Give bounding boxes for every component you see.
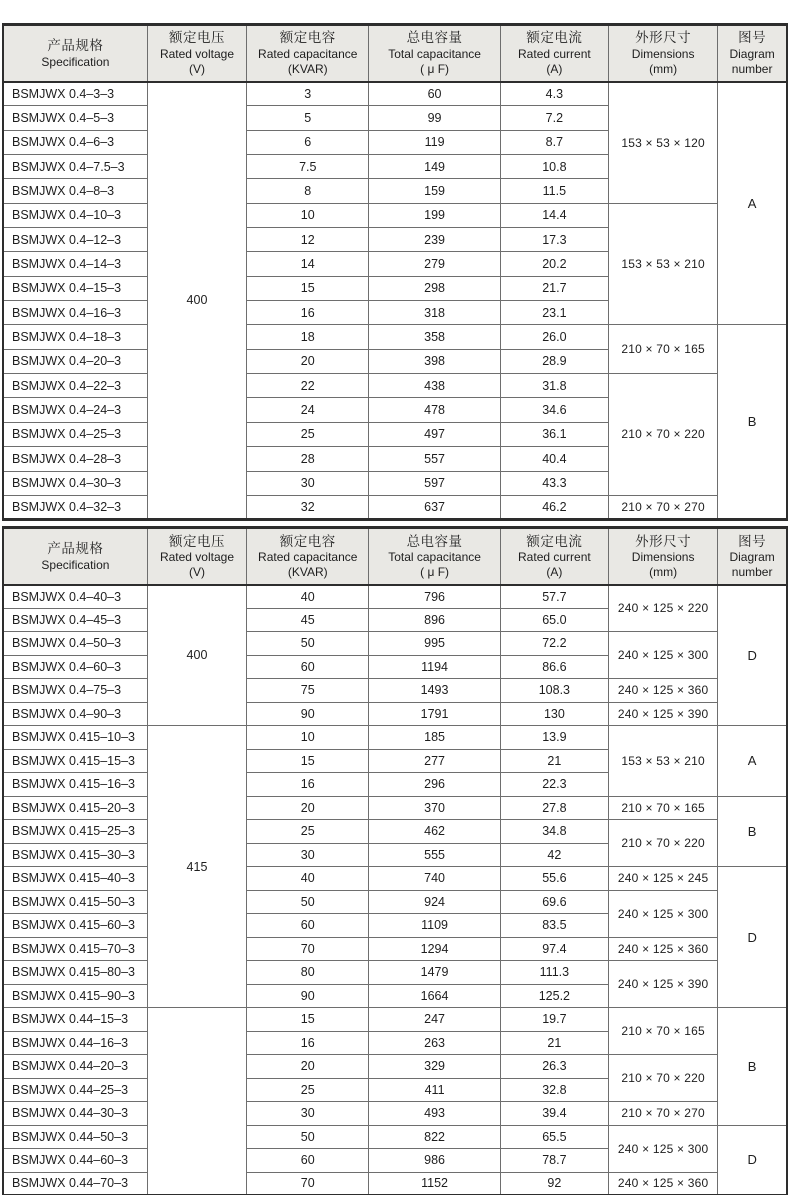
kvar-cell: 16: [247, 773, 369, 797]
kvar-cell: 10: [247, 203, 369, 227]
spec-cell: BSMJWX 0.415–80–3: [3, 961, 147, 985]
spec-cell: BSMJWX 0.44–16–3: [3, 1031, 147, 1055]
kvar-cell: 20: [247, 796, 369, 820]
table-row: [3, 82, 787, 106]
table-row: [3, 374, 787, 398]
header-label-unit: (V): [188, 62, 205, 77]
uf-cell: 995: [369, 632, 500, 656]
dimensions-cell: 210 × 70 × 165: [609, 796, 718, 820]
dimensions-cell: 240 × 125 × 300: [609, 890, 718, 937]
amp-cell: 72.2: [500, 632, 608, 656]
spec-cell: BSMJWX 0.4–3–3: [3, 82, 147, 106]
amp-cell: 111.3: [500, 961, 608, 985]
amp-cell: 39.4: [500, 1102, 608, 1126]
kvar-cell: 70: [247, 1172, 369, 1195]
spec-cell: BSMJWX 0.4–5–3: [3, 106, 147, 130]
amp-cell: 31.8: [500, 374, 608, 398]
amp-cell: 21.7: [500, 276, 608, 300]
uf-cell: 438: [369, 374, 500, 398]
kvar-cell: 25: [247, 820, 369, 844]
header-label-en: Rated voltage: [159, 550, 235, 565]
spec-cell: BSMJWX 0.415–20–3: [3, 796, 147, 820]
uf-cell: 99: [369, 106, 500, 130]
kvar-cell: 24: [247, 398, 369, 422]
amp-cell: 92: [500, 1172, 608, 1195]
header-label-unit: (A): [546, 565, 563, 580]
header-row: [3, 528, 787, 585]
amp-cell: 34.6: [500, 398, 608, 422]
header-label-zh: 图号: [738, 30, 767, 46]
diagram-cell: B: [718, 325, 787, 520]
uf-cell: 1109: [369, 914, 500, 938]
col-header-spec: [3, 25, 147, 82]
amp-cell: 28.9: [500, 349, 608, 373]
kvar-cell: 70: [247, 937, 369, 961]
col-header-total-capacitance: [369, 528, 500, 585]
kvar-cell: 16: [247, 1031, 369, 1055]
amp-cell: 19.7: [500, 1008, 608, 1032]
header-label-en: Dimensions: [631, 550, 695, 565]
dimensions-cell: 240 × 125 × 300: [609, 1125, 718, 1172]
kvar-cell: 30: [247, 843, 369, 867]
spec-cell: BSMJWX 0.4–30–3: [3, 471, 147, 495]
table-row: [3, 585, 787, 609]
amp-cell: 83.5: [500, 914, 608, 938]
spec-cell: BSMJWX 0.44–20–3: [3, 1055, 147, 1079]
uf-cell: 277: [369, 749, 500, 773]
dimensions-cell: 153 × 53 × 120: [609, 82, 718, 204]
header-label-en: Specification: [41, 557, 110, 572]
dimensions-cell: 210 × 70 × 270: [609, 1102, 718, 1126]
header-label-en: Rated current: [518, 550, 591, 565]
spec-cell: BSMJWX 0.415–10–3: [3, 726, 147, 750]
uf-cell: 1791: [369, 702, 500, 726]
spec-cell: BSMJWX 0.4–18–3: [3, 325, 147, 349]
kvar-cell: 90: [247, 984, 369, 1008]
header-label-zh: 总电容量: [406, 533, 463, 549]
table-row: [3, 961, 787, 985]
kvar-cell: 20: [247, 1055, 369, 1079]
uf-cell: 247: [369, 1008, 500, 1032]
amp-cell: 42: [500, 843, 608, 867]
kvar-cell: 50: [247, 890, 369, 914]
spec-cell: BSMJWX 0.4–75–3: [3, 679, 147, 703]
amp-cell: 8.7: [500, 130, 608, 154]
table-row: [3, 632, 787, 656]
kvar-cell: 5: [247, 106, 369, 130]
amp-cell: 69.6: [500, 890, 608, 914]
diagram-cell: A: [718, 726, 787, 797]
spec-cell: BSMJWX 0.4–32–3: [3, 495, 147, 519]
dimensions-cell: 210 × 70 × 165: [609, 325, 718, 374]
kvar-cell: 12: [247, 228, 369, 252]
uf-cell: 370: [369, 796, 500, 820]
header-label-zh: 产品规格: [47, 37, 104, 53]
uf-cell: 597: [369, 471, 500, 495]
kvar-cell: 28: [247, 447, 369, 471]
dimensions-cell: 210 × 70 × 165: [609, 1008, 718, 1055]
amp-cell: 57.7: [500, 585, 608, 609]
header-label-en: Dimensions: [631, 47, 695, 62]
diagram-cell: A: [718, 82, 787, 325]
amp-cell: 86.6: [500, 655, 608, 679]
uf-cell: 796: [369, 585, 500, 609]
uf-cell: 462: [369, 820, 500, 844]
table-row: [3, 325, 787, 349]
amp-cell: 65.0: [500, 608, 608, 632]
kvar-cell: 7.5: [247, 155, 369, 179]
spec-cell: BSMJWX 0.4–24–3: [3, 398, 147, 422]
kvar-cell: 10: [247, 726, 369, 750]
kvar-cell: 45: [247, 608, 369, 632]
table-body: [3, 82, 787, 520]
voltage-cell: 415: [147, 726, 246, 1008]
amp-cell: 43.3: [500, 471, 608, 495]
header-label-zh: 额定电流: [526, 30, 583, 46]
table-row: [3, 1008, 787, 1032]
spec-cell: BSMJWX 0.415–30–3: [3, 843, 147, 867]
amp-cell: 108.3: [500, 679, 608, 703]
spec-cell: BSMJWX 0.4–28–3: [3, 447, 147, 471]
dimensions-cell: 240 × 125 × 390: [609, 961, 718, 1008]
col-header-capacitance: [247, 528, 369, 585]
spec-cell: BSMJWX 0.4–10–3: [3, 203, 147, 227]
kvar-cell: 50: [247, 632, 369, 656]
header-label-zh: 总电容量: [406, 30, 463, 46]
table-row: [3, 820, 787, 844]
amp-cell: 130: [500, 702, 608, 726]
amp-cell: 7.2: [500, 106, 608, 130]
table-row: [3, 1055, 787, 1079]
spec-cell: BSMJWX 0.4–15–3: [3, 276, 147, 300]
kvar-cell: 20: [247, 349, 369, 373]
amp-cell: 17.3: [500, 228, 608, 252]
kvar-cell: 60: [247, 1149, 369, 1173]
kvar-cell: 22: [247, 374, 369, 398]
header-label-unit: (KVAR): [287, 565, 328, 580]
spec-cell: BSMJWX 0.415–40–3: [3, 867, 147, 891]
spec-cell: BSMJWX 0.4–50–3: [3, 632, 147, 656]
spec-cell: BSMJWX 0.4–60–3: [3, 655, 147, 679]
kvar-cell: 6: [247, 130, 369, 154]
header-label-en: Diagram: [729, 47, 775, 62]
kvar-cell: 90: [247, 702, 369, 726]
header-label-zh: 额定电容: [279, 533, 336, 549]
col-header-voltage: [147, 528, 246, 585]
spec-cell: BSMJWX 0.4–90–3: [3, 702, 147, 726]
kvar-cell: 8: [247, 179, 369, 203]
uf-cell: 1194: [369, 655, 500, 679]
col-header-dimensions: [609, 25, 718, 82]
header-label-en: Specification: [41, 54, 110, 69]
amp-cell: 40.4: [500, 447, 608, 471]
voltage-cell: [147, 1008, 246, 1195]
uf-cell: 239: [369, 228, 500, 252]
spec-cell: BSMJWX 0.44–50–3: [3, 1125, 147, 1149]
col-header-dimensions: [609, 528, 718, 585]
amp-cell: 34.8: [500, 820, 608, 844]
uf-cell: 986: [369, 1149, 500, 1173]
uf-cell: 298: [369, 276, 500, 300]
col-header-current: [500, 25, 608, 82]
header-label-en: Rated capacitance: [258, 550, 358, 565]
kvar-cell: 14: [247, 252, 369, 276]
dimensions-cell: 210 × 70 × 220: [609, 820, 718, 867]
amp-cell: 10.8: [500, 155, 608, 179]
uf-cell: 329: [369, 1055, 500, 1079]
uf-cell: 497: [369, 422, 500, 446]
uf-cell: 924: [369, 890, 500, 914]
uf-cell: 1479: [369, 961, 500, 985]
spec-cell: BSMJWX 0.44–25–3: [3, 1078, 147, 1102]
kvar-cell: 80: [247, 961, 369, 985]
diagram-cell: B: [718, 796, 787, 867]
spec-cell: BSMJWX 0.415–25–3: [3, 820, 147, 844]
table-row: [3, 937, 787, 961]
dimensions-cell: 240 × 125 × 360: [609, 937, 718, 961]
uf-cell: 159: [369, 179, 500, 203]
voltage-cell: 400: [147, 585, 246, 726]
dimensions-cell: 240 × 125 × 360: [609, 679, 718, 703]
header-label-zh: 外形尺寸: [635, 533, 692, 549]
amp-cell: 23.1: [500, 301, 608, 325]
capacitor-table-upper: [2, 23, 788, 521]
spec-cell: BSMJWX 0.415–90–3: [3, 984, 147, 1008]
table-header: [3, 528, 787, 585]
spec-cell: BSMJWX 0.44–30–3: [3, 1102, 147, 1126]
spec-cell: BSMJWX 0.44–15–3: [3, 1008, 147, 1032]
uf-cell: 555: [369, 843, 500, 867]
header-label-en: Diagram: [729, 550, 775, 565]
uf-cell: 1664: [369, 984, 500, 1008]
uf-cell: 199: [369, 203, 500, 227]
header-label-unit: (mm): [649, 62, 678, 77]
uf-cell: 318: [369, 301, 500, 325]
uf-cell: 279: [369, 252, 500, 276]
spec-cell: BSMJWX 0.4–25–3: [3, 422, 147, 446]
uf-cell: 296: [369, 773, 500, 797]
header-label-unit: (A): [546, 62, 563, 77]
uf-cell: 1294: [369, 937, 500, 961]
spec-cell: BSMJWX 0.4–22–3: [3, 374, 147, 398]
kvar-cell: 25: [247, 422, 369, 446]
table-row: [3, 1172, 787, 1195]
header-label-en: Rated current: [518, 47, 591, 62]
header-label-unit: (V): [188, 565, 205, 580]
kvar-cell: 50: [247, 1125, 369, 1149]
col-header-spec: [3, 528, 147, 585]
amp-cell: 13.9: [500, 726, 608, 750]
header-label-unit: number: [731, 62, 773, 77]
uf-cell: 398: [369, 349, 500, 373]
uf-cell: 119: [369, 130, 500, 154]
header-label-unit: number: [731, 565, 773, 580]
voltage-cell: 400: [147, 82, 246, 520]
header-label-en: Total capacitance: [388, 550, 481, 565]
kvar-cell: 60: [247, 914, 369, 938]
kvar-cell: 30: [247, 1102, 369, 1126]
diagram-cell: D: [718, 1125, 787, 1195]
header-label-zh: 产品规格: [47, 541, 104, 557]
kvar-cell: 15: [247, 1008, 369, 1032]
kvar-cell: 16: [247, 301, 369, 325]
header-label-zh: 图号: [738, 533, 767, 549]
spec-cell: BSMJWX 0.4–16–3: [3, 301, 147, 325]
uf-cell: 493: [369, 1102, 500, 1126]
uf-cell: 149: [369, 155, 500, 179]
amp-cell: 21: [500, 749, 608, 773]
kvar-cell: 40: [247, 585, 369, 609]
spec-cell: BSMJWX 0.415–70–3: [3, 937, 147, 961]
dimensions-cell: 210 × 70 × 220: [609, 1055, 718, 1102]
table-header: [3, 25, 787, 82]
diagram-cell: B: [718, 1008, 787, 1126]
col-header-capacitance: [247, 25, 369, 82]
spec-cell: BSMJWX 0.415–16–3: [3, 773, 147, 797]
header-label-en: Rated capacitance: [258, 47, 358, 62]
dimensions-cell: 240 × 125 × 360: [609, 1172, 718, 1195]
table-row: [3, 867, 787, 891]
uf-cell: 822: [369, 1125, 500, 1149]
spec-cell: BSMJWX 0.44–60–3: [3, 1149, 147, 1173]
uf-cell: 1493: [369, 679, 500, 703]
col-header-diagram: [718, 25, 787, 82]
amp-cell: 21: [500, 1031, 608, 1055]
kvar-cell: 15: [247, 276, 369, 300]
dimensions-cell: 153 × 53 × 210: [609, 203, 718, 325]
table-row: [3, 796, 787, 820]
header-label-zh: 外形尺寸: [635, 30, 692, 46]
header-label-zh: 额定电流: [526, 533, 583, 549]
spec-cell: BSMJWX 0.4–14–3: [3, 252, 147, 276]
dimensions-cell: 240 × 125 × 390: [609, 702, 718, 726]
header-label-unit: (KVAR): [287, 62, 328, 77]
uf-cell: 478: [369, 398, 500, 422]
uf-cell: 637: [369, 495, 500, 519]
amp-cell: 26.3: [500, 1055, 608, 1079]
kvar-cell: 40: [247, 867, 369, 891]
dimensions-cell: 240 × 125 × 245: [609, 867, 718, 891]
amp-cell: 27.8: [500, 796, 608, 820]
diagram-cell: D: [718, 867, 787, 1008]
spec-cell: BSMJWX 0.415–15–3: [3, 749, 147, 773]
spec-cell: BSMJWX 0.415–50–3: [3, 890, 147, 914]
spec-cell: BSMJWX 0.44–70–3: [3, 1172, 147, 1195]
dimensions-cell: 153 × 53 × 210: [609, 726, 718, 797]
table-row: [3, 726, 787, 750]
kvar-cell: 32: [247, 495, 369, 519]
header-label-zh: 额定电容: [279, 30, 336, 46]
amp-cell: 125.2: [500, 984, 608, 1008]
header-row: [3, 25, 787, 82]
uf-cell: 358: [369, 325, 500, 349]
uf-cell: 896: [369, 608, 500, 632]
amp-cell: 14.4: [500, 203, 608, 227]
amp-cell: 22.3: [500, 773, 608, 797]
spec-cell: BSMJWX 0.4–8–3: [3, 179, 147, 203]
spec-cell: BSMJWX 0.4–45–3: [3, 608, 147, 632]
header-label-unit: ( μ F): [420, 565, 450, 580]
diagram-cell: D: [718, 585, 787, 726]
table-row: [3, 890, 787, 914]
uf-cell: 60: [369, 82, 500, 106]
spec-cell: BSMJWX 0.4–7.5–3: [3, 155, 147, 179]
dimensions-cell: 240 × 125 × 220: [609, 585, 718, 632]
table-row: [3, 679, 787, 703]
col-header-voltage: [147, 25, 246, 82]
uf-cell: 740: [369, 867, 500, 891]
table-row: [3, 495, 787, 519]
spec-cell: BSMJWX 0.415–60–3: [3, 914, 147, 938]
amp-cell: 32.8: [500, 1078, 608, 1102]
kvar-cell: 75: [247, 679, 369, 703]
amp-cell: 78.7: [500, 1149, 608, 1173]
amp-cell: 55.6: [500, 867, 608, 891]
capacitor-table-lower: [2, 526, 788, 1195]
kvar-cell: 25: [247, 1078, 369, 1102]
header-label-unit: (mm): [649, 565, 678, 580]
uf-cell: 557: [369, 447, 500, 471]
header-label-unit: ( μ F): [420, 62, 450, 77]
uf-cell: 1152: [369, 1172, 500, 1195]
col-header-total-capacitance: [369, 25, 500, 82]
table-row: [3, 702, 787, 726]
amp-cell: 46.2: [500, 495, 608, 519]
amp-cell: 97.4: [500, 937, 608, 961]
amp-cell: 20.2: [500, 252, 608, 276]
spec-cell: BSMJWX 0.4–6–3: [3, 130, 147, 154]
header-label-en: Rated voltage: [159, 47, 235, 62]
dimensions-cell: 210 × 70 × 220: [609, 374, 718, 496]
kvar-cell: 30: [247, 471, 369, 495]
table-row: [3, 203, 787, 227]
table-row: [3, 1125, 787, 1149]
col-header-current: [500, 528, 608, 585]
kvar-cell: 18: [247, 325, 369, 349]
amp-cell: 65.5: [500, 1125, 608, 1149]
table-row: [3, 1102, 787, 1126]
spec-cell: BSMJWX 0.4–20–3: [3, 349, 147, 373]
dimensions-cell: 240 × 125 × 300: [609, 632, 718, 679]
amp-cell: 11.5: [500, 179, 608, 203]
table-body: [3, 585, 787, 1195]
spec-cell: BSMJWX 0.4–40–3: [3, 585, 147, 609]
amp-cell: 4.3: [500, 82, 608, 106]
uf-cell: 263: [369, 1031, 500, 1055]
uf-cell: 185: [369, 726, 500, 750]
spec-cell: BSMJWX 0.4–12–3: [3, 228, 147, 252]
header-label-zh: 额定电压: [168, 533, 225, 549]
uf-cell: 411: [369, 1078, 500, 1102]
header-label-en: Total capacitance: [388, 47, 481, 62]
col-header-diagram: [718, 528, 787, 585]
kvar-cell: 15: [247, 749, 369, 773]
header-label-zh: 额定电压: [168, 30, 225, 46]
kvar-cell: 60: [247, 655, 369, 679]
kvar-cell: 3: [247, 82, 369, 106]
amp-cell: 26.0: [500, 325, 608, 349]
dimensions-cell: 210 × 70 × 270: [609, 495, 718, 519]
amp-cell: 36.1: [500, 422, 608, 446]
